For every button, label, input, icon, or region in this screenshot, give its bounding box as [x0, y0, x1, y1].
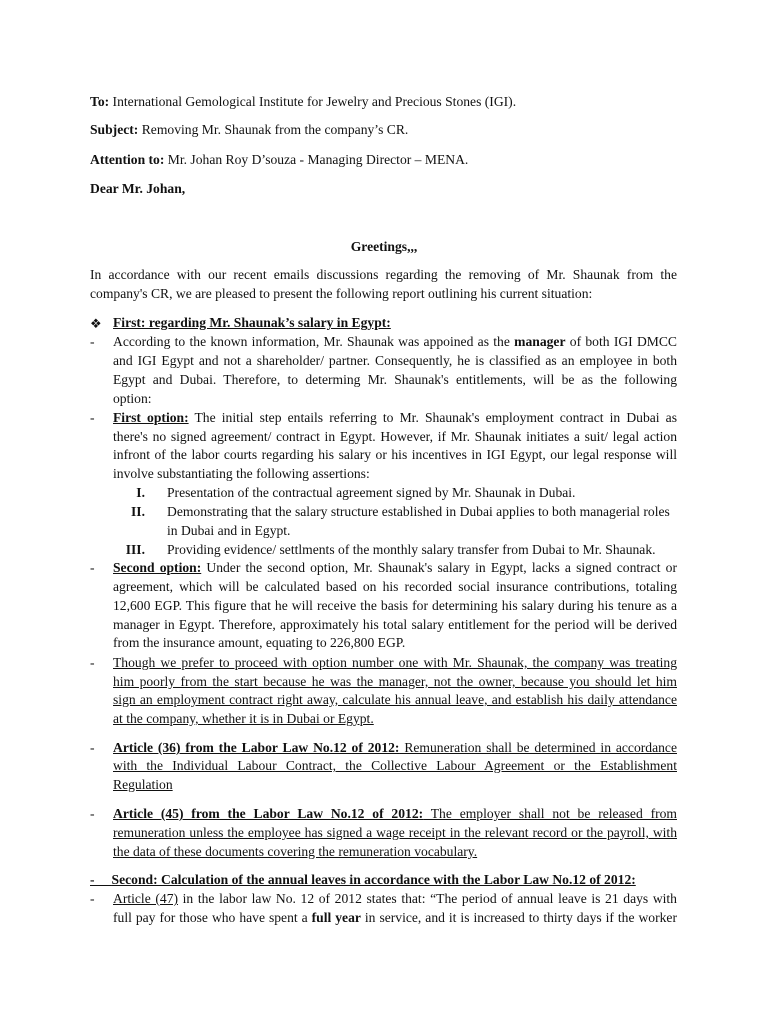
- assertion-number: II.: [131, 504, 145, 519]
- p5-line-1: [113, 739, 677, 758]
- p3-line-1-text: Under the second option, Mr. Shaunak's salary in Egypt, lacks a signed contract or: [201, 560, 677, 575]
- to-label: To:: [90, 94, 110, 109]
- p4-line-4: at the company, whether it is in Dubai or Egypt.: [113, 711, 374, 726]
- p5-line-1-text: Remuneration shall be determined in accordance: [399, 740, 677, 755]
- p2-line-1: [113, 409, 677, 428]
- to-text: International Gemological Institute for Jewelry and Precious Stones (IGI).: [109, 94, 517, 109]
- p7-line-1-b: in the labor law No. 12 of 2012 states that:: [178, 891, 431, 906]
- article-47-ref: Article (47): [113, 891, 179, 906]
- p7-line-1: [113, 890, 677, 909]
- p7-line-2-a: full pay for those who have spent a: [113, 910, 312, 925]
- assertion-text: Presentation of the contractual agreement signed by Mr. Shaunak in Dubai.: [167, 485, 576, 500]
- second-option-label: Second option:: [113, 560, 202, 575]
- section2-dash: -: [90, 872, 112, 887]
- p1-line-1-c: of both IGI DMCC: [565, 334, 678, 349]
- p3-line-4: manager in Egypt. Therefore, approximately his total salary entitlement for the period will be derived: [113, 617, 677, 632]
- intro-line-2: company's CR, we are pleased to present the following report outlining his current situation:: [90, 286, 593, 301]
- dash-bullet: -: [90, 560, 95, 575]
- article-45-label: Article (45) from the Labor Law No.12 of 2012:: [113, 806, 424, 821]
- p5-line-3: Regulation: [113, 777, 173, 792]
- p5-line-2: with the Individual Labour Contract, the Collective Labour Agreement or the Establishment: [113, 758, 677, 773]
- salutation: Dear Mr. Johan,: [90, 181, 186, 196]
- p1-line-3: Egypt and Dubai. Therefore, to determing Mr. Shaunak's entitlements, will be as the following: [113, 372, 677, 387]
- assertion-text: in Dubai and in Egypt.: [167, 523, 291, 538]
- assertion-number: III.: [125, 542, 145, 557]
- p6-line-2: remuneration unless the employee has signed a wage receipt in the relevant record or the payroll, with: [113, 825, 677, 840]
- p4-line-1: Though we prefer to proceed with option number one with Mr. Shaunak, the company was treating: [113, 655, 677, 670]
- p1-line-2: and IGI Egypt and not a shareholder/ partner. Consequently, he is classified as an employee in both: [113, 353, 677, 368]
- dash-bullet: -: [90, 806, 95, 821]
- section1-heading: First: regarding Mr. Shaunak’s salary in Egypt:: [113, 315, 391, 330]
- section2-heading: [90, 871, 636, 890]
- p7-line-2: [113, 909, 677, 928]
- p4-line-3: sign an employment contract right away, calculate his annual leave, and establish his daily attendance: [113, 692, 677, 707]
- dash-bullet: -: [90, 891, 95, 906]
- p6-line-1-text: The employer shall not be released from: [423, 806, 677, 821]
- subject-label: Subject:: [90, 122, 139, 137]
- subject-text: Removing Mr. Shaunak from the company’s CR.: [138, 122, 409, 137]
- p6-line-3: the data of these documents covering the remuneration vocabulary.: [113, 844, 478, 859]
- p7-line-1-c: “The period of annual leave is 21 days with: [430, 891, 677, 906]
- intro-line-1: In accordance with our recent emails discussions regarding the removing of Mr. Shaunak from the: [90, 267, 677, 282]
- greeting: Greetings,,,: [350, 239, 418, 254]
- assertion-text: Providing evidence/ settlments of the monthly salary transfer from Dubai to Mr. Shaunak.: [167, 542, 656, 557]
- attention-line: [90, 151, 468, 170]
- p6-line-1: [113, 805, 677, 824]
- dash-bullet: -: [90, 334, 95, 349]
- attention-text: Mr. Johan Roy D’souza - Managing Director – MENA.: [164, 152, 469, 167]
- dash-bullet: -: [90, 655, 95, 670]
- assertion-text: Demonstrating that the salary structure established in Dubai applies to both managerial roles: [167, 504, 670, 519]
- first-option-label: First option:: [113, 410, 189, 425]
- p4-line-2: him poorly from the start because he was the manager, not the owner, because you should let him: [113, 674, 677, 689]
- dash-bullet: -: [90, 410, 95, 425]
- dash-bullet: -: [90, 740, 95, 755]
- p2-line-3: infront of the labor courts regarding his salary or his incentives in IGI Egypt, our legal response will: [113, 447, 677, 462]
- full-year-text: full year: [311, 910, 361, 925]
- article-36-label: Article (36) from the Labor Law No.12 of 2012:: [113, 740, 400, 755]
- p3-line-5: from the insurance amount, equating to 226,800 EGP.: [113, 635, 406, 650]
- p3-line-1: [113, 559, 677, 578]
- p1-line-1: [113, 333, 677, 352]
- to-line: [90, 93, 516, 112]
- subject-line: [90, 121, 408, 140]
- p1-line-4: option:: [113, 391, 152, 406]
- attention-label: Attention to:: [90, 152, 165, 167]
- section2-heading-text: Second: Calculation of the annual leaves in accordance with the Labor Law No.12 of 2012:: [111, 872, 636, 887]
- diamond-bullet-icon: ❖: [90, 316, 102, 331]
- p1-manager-word: manager: [514, 334, 566, 349]
- p1-line-1-a: According to the known information, Mr. Shaunak was appoined as the: [113, 334, 515, 349]
- p2-line-1-text: The initial step entails referring to Mr. Shaunak's employment contract in Dubai as: [188, 410, 678, 425]
- assertion-number: I.: [136, 485, 145, 500]
- p2-line-4: involve substantiating the following assertions:: [113, 466, 370, 481]
- p2-line-2: there's no signed agreement/ contract in Egypt. However, if Mr. Shaunak initiates a suit/ legal action: [113, 429, 677, 444]
- p3-line-3: 12,600 EGP. This figure that he will receive the basis for determining his salary during his tenure as a: [113, 598, 677, 613]
- p7-line-2-c: in service, and it is increased to thirty days if the worker: [360, 910, 677, 925]
- p3-line-2: agreement, which will be calculated based on his recorded social insurance contributions, totaling: [113, 579, 677, 594]
